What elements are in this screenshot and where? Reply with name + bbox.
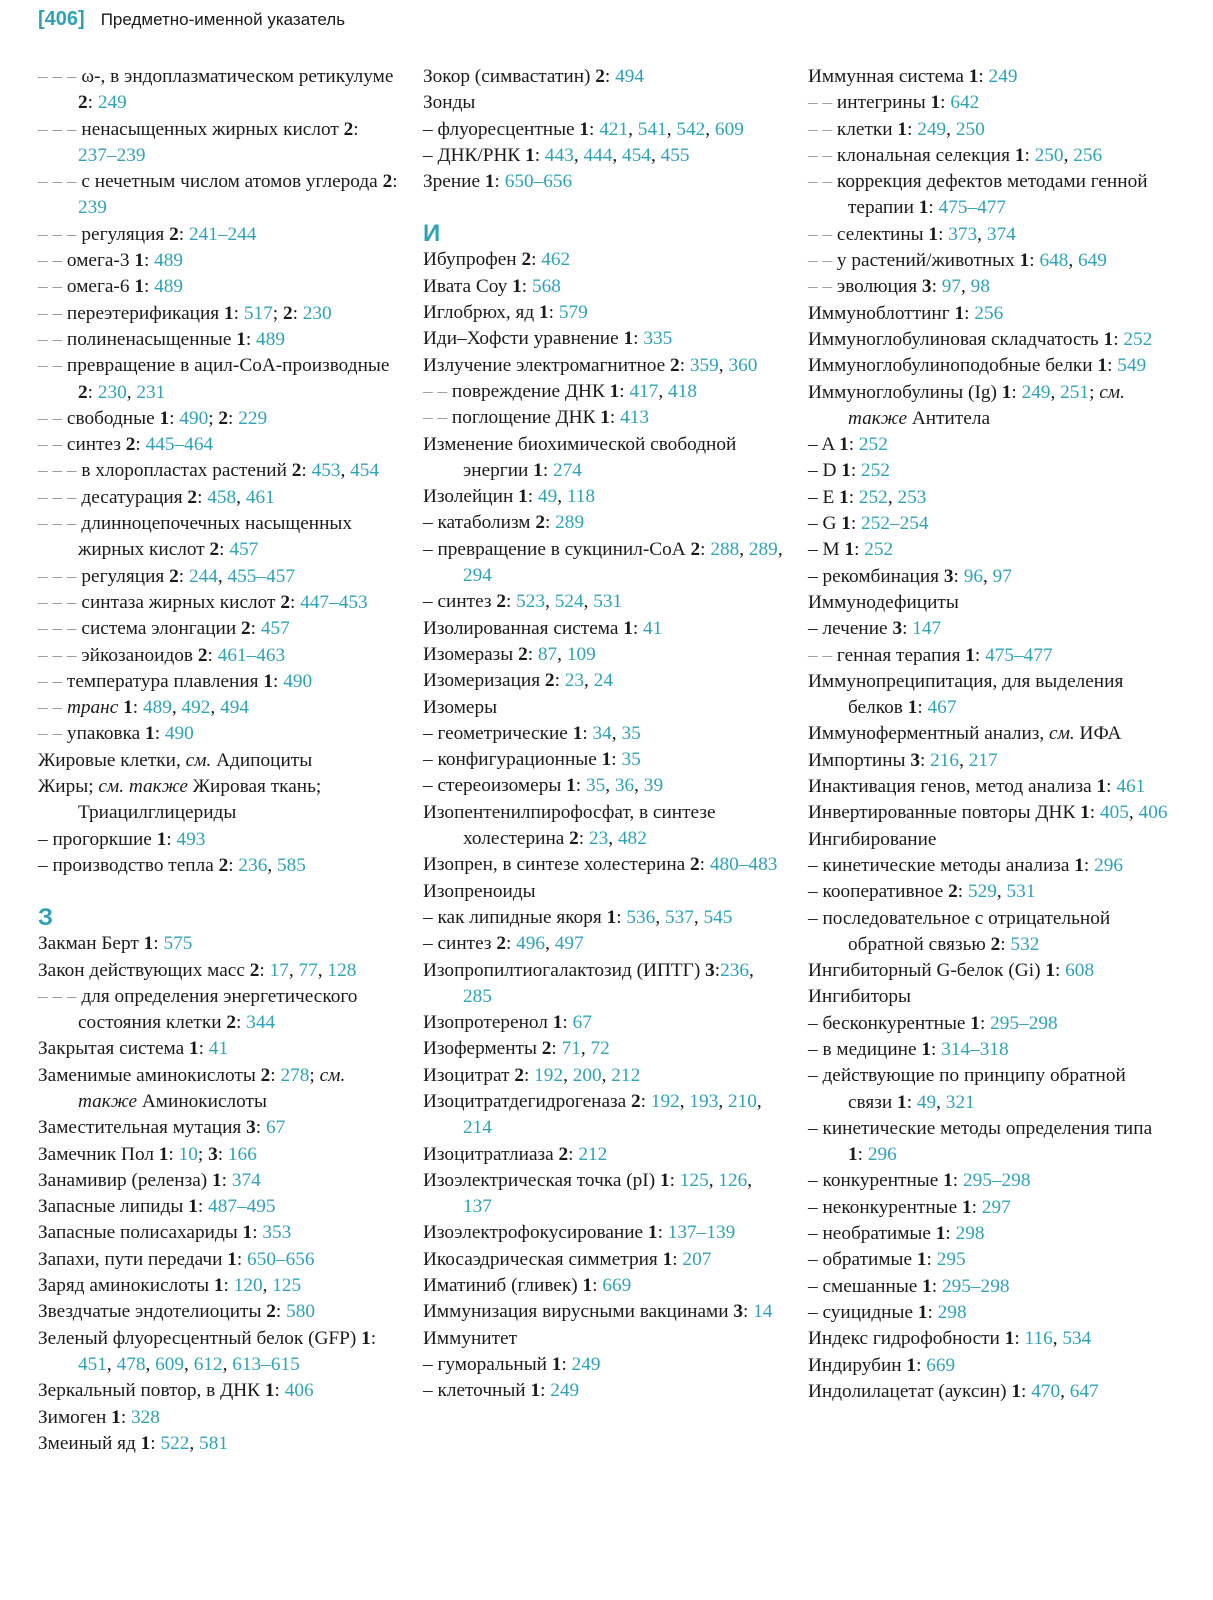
index-entry: Заряд аминокислоты 1: 120, 125 [38, 1275, 302, 1297]
index-entry: – смешанные 1: 295–298 [808, 1275, 1010, 1297]
section-letter: И [423, 220, 441, 248]
index-entry: Ибупрофен 2: 462 [423, 249, 571, 271]
index-entry: Заменимые аминокислоты 2: 278; см. также Аминокислоты [38, 1064, 346, 1112]
index-entry: Зонды [423, 92, 476, 114]
index-entry: – клеточный 1: 249 [423, 1380, 580, 1402]
index-entry: Изоэлектрическая точка (pI) 1: 125, 126, 137 [423, 1169, 753, 1218]
index-entry: Ингибирование [808, 828, 937, 850]
index-entry: – синтез 2: 496, 497 [423, 933, 584, 955]
index-entry: – – – для определения энергетического состояния клетки 2: 344 [38, 985, 358, 1034]
index-entry: – – переэтерификация 1: 517; 2: 230 [38, 302, 332, 324]
index-entry: Закон действующих масс 2: 17, 77, 128 [38, 959, 357, 981]
index-entry: Изоферменты 2: 71, 72 [423, 1038, 610, 1060]
index-entry: – G 1: 252–254 [808, 513, 929, 535]
index-entry: – M 1: 252 [808, 539, 894, 561]
index-entry: – – – в хлоропластах растений 2: 453, 454 [38, 460, 380, 482]
index-entry: – – синтез 2: 445–464 [38, 434, 214, 456]
index-entry: Изомеризация 2: 23, 24 [423, 670, 613, 692]
index-entry: – кинетические методы определения типа 1: 296 [808, 1117, 1153, 1166]
index-entry: Изоэлектрофокусирование 1: 137–139 [423, 1222, 736, 1244]
index-entry: – – интегрины 1: 642 [808, 92, 980, 114]
index-entry: Змеиный яд 1: 522, 581 [38, 1432, 228, 1454]
index-entry: – – повреждение ДНК 1: 417, 418 [423, 380, 697, 402]
index-column-1 [38, 64, 398, 1457]
index-entry: Зокор (симвастатин) 2: 494 [423, 66, 645, 87]
index-entry: Икосаэдрическая симметрия 1: 207 [423, 1248, 712, 1270]
page-header [38, 8, 345, 42]
index-entry: – конфигурационные 1: 35 [423, 749, 641, 771]
index-entry: – суицидные 1: 298 [808, 1301, 967, 1323]
index-entry: – катаболизм 2: 289 [423, 512, 585, 534]
index-entry: Иммунизация вирусными вакцинами 3: 14 [423, 1301, 773, 1323]
index-entry: – – клетки 1: 249, 250 [808, 118, 985, 140]
index-entry: Иммуноферментный анализ, см. ИФА [808, 723, 1122, 745]
index-entry: – – транс 1: 489, 492, 494 [38, 697, 249, 719]
index-entry: Ингибиторы [808, 986, 912, 1008]
page-number: [406] [38, 8, 85, 30]
index-entry: – – – регуляция 2: 244, 455–457 [38, 565, 295, 587]
index-entry: Заместительная мутация 3: 67 [38, 1117, 286, 1139]
index-entry: – – селектины 1: 373, 374 [808, 223, 1016, 245]
index-entry: Иматиниб (гливек) 1: 669 [423, 1275, 632, 1297]
index-column-3 [808, 64, 1168, 1405]
index-entry: Изопреноиды [423, 880, 536, 902]
index-entry: Ивата Соу 1: 568 [423, 275, 561, 297]
index-entry: – – – ненасыщенных жирных кислот 2: 237–239 [38, 118, 359, 166]
index-entry: Зимоген 1: 328 [38, 1406, 160, 1428]
index-entry: Зрение 1: 650–656 [423, 171, 573, 193]
index-entry: – – температура плавления 1: 490 [38, 670, 313, 692]
index-entry: Иммуноблоттинг 1: 256 [808, 302, 1004, 324]
index-entry: – – омега-3 1: 489 [38, 250, 184, 272]
index-entry: Изопротеренол 1: 67 [423, 1012, 592, 1034]
index-entry: – как липидные якоря 1: 536, 537, 545 [423, 906, 733, 928]
index-entry: – синтез 2: 523, 524, 531 [423, 591, 623, 613]
index-entry: – необратимые 1: 298 [808, 1223, 985, 1245]
index-entry: – кинетические методы анализа 1: 296 [808, 854, 1124, 876]
index-entry: – обратимые 1: 295 [808, 1249, 966, 1271]
index-entry: Изомеры [423, 696, 498, 718]
index-entry: – в медицине 1: 314–318 [808, 1038, 1009, 1060]
index-entry: – превращение в сукцинил-СоА 2: 288, 289, 294 [423, 538, 783, 587]
index-entry: Иммунная система 1: 249 [808, 66, 1018, 87]
index-entry: Инвертированные повторы ДНК 1: 405, 406 [808, 802, 1168, 824]
index-entry: Иммуноглобулиновая складчатость 1: 252 [808, 328, 1153, 350]
index-entry: Изолированная система 1: 41 [423, 617, 663, 639]
running-title: Предметно-именной указатель [100, 10, 346, 29]
index-entry: Изменение биохимической свободной энергии 1: 274 [423, 433, 737, 481]
index-entry: Изоцитратдегидрогеназа 2: 192, 193, 210, 214 [423, 1090, 762, 1139]
index-entry: Иммунодефициты [808, 591, 959, 613]
index-entry: Инактивация генов, метод анализа 1: 461 [808, 776, 1146, 798]
index-entry: Закман Берт 1: 575 [38, 933, 193, 955]
index-entry: Занамивир (реленза) 1: 374 [38, 1169, 261, 1191]
index-entry: – – у растений/животных 1: 648, 649 [808, 250, 1107, 272]
index-entry: Индирубин 1: 669 [808, 1354, 956, 1376]
index-entry: – последовательное с отрицательной обратной связью 2: 532 [808, 907, 1111, 955]
index-entry: – кооперативное 2: 529, 531 [808, 881, 1036, 903]
index-entry: Изопентенилпирофосфат, в синтезе холестерина 2: 23, 482 [423, 801, 716, 850]
index-entry: – – клональная селекция 1: 250, 256 [808, 144, 1103, 166]
index-entry: – – – ω-, в эндоплазматическом ретикулуме 2: 249 [38, 66, 394, 114]
index-entry: – – генная терапия 1: 475–477 [808, 644, 1053, 666]
index-entry: – – – регуляция 2: 241–244 [38, 223, 257, 245]
index-entry: Иммунитет [423, 1327, 518, 1349]
index-entry: – – – десатурация 2: 458, 461 [38, 486, 275, 508]
index-entry: – стереоизомеры 1: 35, 36, 39 [423, 775, 664, 797]
index-entry: Иммуноглобулиноподобные белки 1: 549 [808, 355, 1147, 377]
index-entry: – – – синтаза жирных кислот 2: 447–453 [38, 591, 368, 613]
index-entry: Индекс гидрофобности 1: 116, 534 [808, 1328, 1092, 1350]
index-entry: – прогоркшие 1: 493 [38, 828, 206, 850]
index-entry: Изопропилтиогалактозид (ИПТГ) 3:236, 285 [423, 959, 754, 1007]
index-entry: – действующие по принципу обратной связи 1: 49, 321 [808, 1065, 1126, 1113]
index-entry: – лечение 3: 147 [808, 618, 942, 640]
index-entry: – флуоресцентные 1: 421, 541, 542, 609 [423, 118, 744, 140]
section-letter: З [38, 904, 54, 932]
index-entry: – – поглощение ДНК 1: 413 [423, 407, 650, 429]
index-entry: – – превращение в ацил-СоА-производные 2: 230, 231 [38, 355, 390, 403]
index-entry: Индолилацетат (ауксин) 1: 470, 647 [808, 1380, 1099, 1402]
index-entry: – ДНК/РНК 1: 443, 444, 454, 455 [423, 144, 690, 166]
index-entry: – неконкурентные 1: 297 [808, 1196, 1011, 1218]
index-entry: Излучение электромагнитное 2: 359, 360 [423, 354, 758, 376]
index-entry: Изолейцин 1: 49, 118 [423, 486, 596, 508]
index-entry: Жиры; см. также Жировая ткань; Триацилглицериды [38, 776, 322, 824]
index-entry: – E 1: 252, 253 [808, 486, 927, 508]
index-entry: – конкурентные 1: 295–298 [808, 1170, 1031, 1192]
index-entry: – рекомбинация 3: 96, 97 [808, 565, 1012, 587]
index-entry: – бесконкурентные 1: 295–298 [808, 1012, 1058, 1034]
index-entry: Иммуноглобулины (Ig) 1: 249, 251; см. также Антитела [808, 381, 1125, 429]
index-entry: Изоцитратлиаза 2: 212 [423, 1143, 608, 1165]
index-entry: – – коррекция дефектов методами генной терапии 1: 475–477 [808, 171, 1148, 219]
index-entry: – – свободные 1: 490; 2: 229 [38, 407, 268, 429]
index-entry: – – эволюция 3: 97, 98 [808, 276, 990, 298]
index-entry: – гуморальный 1: 249 [423, 1353, 601, 1375]
index-entry: – – – длинноцепочечных насыщенных жирных кислот 2: 457 [38, 513, 352, 561]
index-entry: Изоцитрат 2: 192, 200, 212 [423, 1064, 641, 1086]
index-entry: Ингибиторный G-белок (Gi) 1: 608 [808, 960, 1095, 982]
index-entry: – – – эйкозаноидов 2: 461–463 [38, 644, 286, 666]
index-entry: Зеркальный повтор, в ДНК 1: 406 [38, 1380, 314, 1402]
index-entry: Звездчатые эндотелиоциты 2: 580 [38, 1301, 315, 1323]
index-entry: Импортины 3: 216, 217 [808, 749, 998, 771]
index-entry: Иммунопреципитация, для выделения белков 1: 467 [808, 670, 1124, 719]
index-entry: – D 1: 252 [808, 460, 890, 482]
index-entry: Изопрен, в синтезе холестерина 2: 480–483 [423, 854, 778, 876]
index-entry: – – – система элонгации 2: 457 [38, 618, 290, 640]
index-entry: Запасные липиды 1: 487–495 [38, 1196, 276, 1218]
index-column-2 [423, 64, 783, 1405]
index-entry: Иди–Хофсти уравнение 1: 335 [423, 328, 673, 350]
index-entry: Запахи, пути передачи 1: 650–656 [38, 1248, 315, 1270]
index-entry: Иглобрюх, яд 1: 579 [423, 302, 588, 324]
index-entry: – A 1: 252 [808, 434, 888, 456]
index-entry: – – полиненасыщенные 1: 489 [38, 328, 285, 350]
index-entry: – – омега-6 1: 489 [38, 276, 184, 298]
index-entry: Замечник Пол 1: 10; 3: 166 [38, 1143, 257, 1165]
index-entry: Жировые клетки, см. Адипоциты [38, 749, 313, 771]
index-entry: – – упаковка 1: 490 [38, 723, 194, 745]
index-entry: Изомеразы 2: 87, 109 [423, 643, 596, 665]
index-entry: Закрытая система 1: 41 [38, 1038, 229, 1060]
index-entry: – – – с нечетным числом атомов углерода 2: 239 [38, 171, 398, 219]
index-entry: – геометрические 1: 34, 35 [423, 722, 641, 744]
index-entry: Зеленый флуоресцентный белок (GFP) 1: 451, 478, 609, 612, 613–615 [38, 1327, 377, 1375]
index-entry: Запасные полисахариды 1: 353 [38, 1222, 292, 1244]
index-entry: – производство тепла 2: 236, 585 [38, 854, 306, 876]
